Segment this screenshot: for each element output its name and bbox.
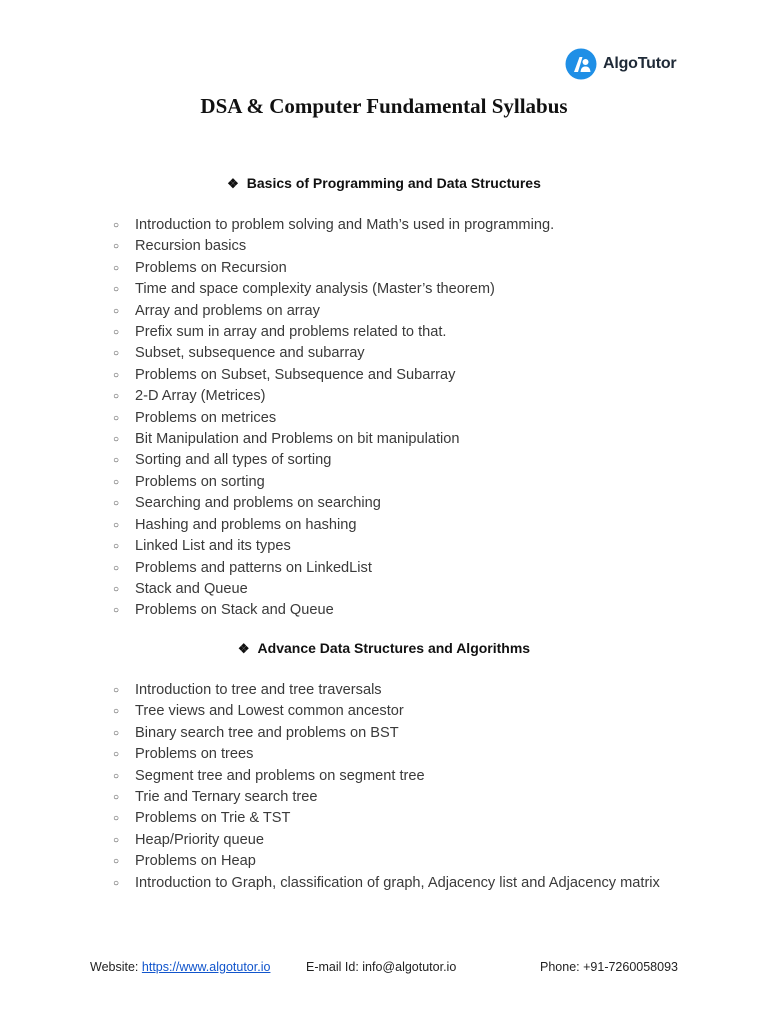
list-item xyxy=(110,744,670,765)
list-item xyxy=(110,851,670,872)
hollow-circle-icon: ○ xyxy=(113,262,120,274)
list-item xyxy=(110,830,670,851)
list-item-text: Sorting and all types of sorting xyxy=(135,452,332,469)
phone-value: +91-7260058093 xyxy=(583,960,678,974)
list-item-text: Linked List and its types xyxy=(135,538,291,555)
hollow-circle-icon: ○ xyxy=(113,455,120,467)
list-item-text: Prefix sum in array and problems related to that. xyxy=(135,324,447,341)
hollow-circle-icon: ○ xyxy=(113,749,120,761)
list-item-text: Trie and Ternary search tree xyxy=(135,789,318,806)
section-heading-advance xyxy=(0,640,768,657)
hollow-circle-icon: ○ xyxy=(113,519,120,531)
hollow-circle-icon: ○ xyxy=(113,348,120,360)
hollow-circle-icon: ○ xyxy=(113,241,120,253)
list-item-text: Time and space complexity analysis (Master’s theorem) xyxy=(135,281,495,298)
list-item xyxy=(110,701,670,722)
list-item xyxy=(110,343,670,364)
list-item xyxy=(110,365,670,386)
list-item-text: Segment tree and problems on segment tree xyxy=(135,767,425,784)
list-item xyxy=(110,873,670,894)
list-item-text: Subset, subsequence and subarray xyxy=(135,345,365,362)
page-footer xyxy=(90,960,690,980)
topic-list-basics xyxy=(110,215,670,622)
hollow-circle-icon: ○ xyxy=(113,284,120,296)
list-item xyxy=(110,600,670,621)
list-item xyxy=(110,515,670,536)
list-item xyxy=(110,558,670,579)
list-item-text: Problems on sorting xyxy=(135,473,265,490)
list-item xyxy=(110,258,670,279)
section-heading-text: Basics of Programming and Data Structures xyxy=(246,175,541,191)
list-item xyxy=(110,215,670,236)
list-item-text: Tree views and Lowest common ancestor xyxy=(135,703,404,720)
hollow-circle-icon: ○ xyxy=(113,476,120,488)
list-item-text: Problems on Subset, Subsequence and Subarray xyxy=(135,366,456,383)
list-item xyxy=(110,680,670,701)
list-item xyxy=(110,723,670,744)
list-item xyxy=(110,386,670,407)
list-item-text: Searching and problems on searching xyxy=(135,495,381,512)
section-heading-basics xyxy=(0,175,768,192)
hollow-circle-icon: ○ xyxy=(113,369,120,381)
hollow-circle-icon: ○ xyxy=(113,813,120,825)
list-item-text: Introduction to Graph, classification of graph, Adjacency list and Adjacency matrix xyxy=(135,874,660,891)
page-title: DSA & Computer Fundamental Syllabus xyxy=(200,94,568,118)
list-item-text: Problems on Recursion xyxy=(135,259,287,276)
brand-logo xyxy=(565,48,676,80)
list-item xyxy=(110,279,670,300)
hollow-circle-icon: ○ xyxy=(113,391,120,403)
list-item xyxy=(110,322,670,343)
list-item xyxy=(110,808,670,829)
footer-email xyxy=(306,960,456,974)
list-item-text: Heap/Priority queue xyxy=(135,831,264,848)
list-item-text: Stack and Queue xyxy=(135,580,248,597)
list-item xyxy=(110,579,670,600)
list-item xyxy=(110,429,670,450)
list-item-text: 2-D Array (Metrices) xyxy=(135,388,266,405)
hollow-circle-icon: ○ xyxy=(113,727,120,739)
hollow-circle-icon: ○ xyxy=(113,220,120,231)
four-diamond-icon: ❖ xyxy=(237,641,250,656)
list-item xyxy=(110,301,670,322)
website-link[interactable]: https://www.algotutor.io xyxy=(141,960,271,974)
list-item-text: Problems on Trie & TST xyxy=(135,810,291,827)
footer-website xyxy=(90,960,270,974)
topic-list-advance xyxy=(110,680,670,894)
list-item xyxy=(110,408,670,429)
hollow-circle-icon: ○ xyxy=(113,562,120,574)
hollow-circle-icon: ○ xyxy=(113,706,120,718)
list-item xyxy=(110,450,670,471)
list-item-text: Problems and patterns on LinkedList xyxy=(135,559,372,576)
hollow-circle-icon: ○ xyxy=(113,434,120,446)
brand-name: AlgoTutor xyxy=(603,55,677,72)
section-heading-text: Advance Data Structures and Algorithms xyxy=(257,640,531,656)
website-label: Website: xyxy=(90,960,139,974)
list-item-text: Hashing and problems on hashing xyxy=(135,516,357,533)
hollow-circle-icon: ○ xyxy=(113,541,120,553)
hollow-circle-icon: ○ xyxy=(113,412,120,424)
list-item-text: Introduction to problem solving and Math’s used in programming. xyxy=(135,217,555,233)
email-label: E-mail Id: xyxy=(306,960,359,974)
list-item xyxy=(110,536,670,557)
list-item xyxy=(110,787,670,808)
list-item xyxy=(110,472,670,493)
list-item xyxy=(110,493,670,514)
hollow-circle-icon: ○ xyxy=(113,305,120,317)
hollow-circle-icon: ○ xyxy=(113,685,120,696)
list-item-text: Problems on trees xyxy=(135,746,254,763)
hollow-circle-icon: ○ xyxy=(113,770,120,782)
hollow-circle-icon: ○ xyxy=(113,877,120,889)
algotutor-logo-icon xyxy=(565,48,597,80)
hollow-circle-icon: ○ xyxy=(113,605,120,617)
hollow-circle-icon: ○ xyxy=(113,327,120,339)
list-item xyxy=(110,766,670,787)
list-item-text: Binary search tree and problems on BST xyxy=(135,724,399,741)
list-item-text: Introduction to tree and tree traversals xyxy=(135,682,382,698)
list-item-text: Bit Manipulation and Problems on bit manipulation xyxy=(135,431,460,448)
hollow-circle-icon: ○ xyxy=(113,792,120,804)
list-item-text: Problems on metrices xyxy=(135,409,277,426)
hollow-circle-icon: ○ xyxy=(113,498,120,510)
list-item-text: Problems on Stack and Queue xyxy=(135,602,334,619)
list-item xyxy=(110,236,670,257)
hollow-circle-icon: ○ xyxy=(113,834,120,846)
list-item-text: Problems on Heap xyxy=(135,853,256,870)
hollow-circle-icon: ○ xyxy=(113,856,120,868)
phone-label: Phone: xyxy=(540,960,580,974)
list-item-text: Recursion basics xyxy=(135,238,247,255)
footer-phone xyxy=(540,960,678,974)
email-value: info@algotutor.io xyxy=(362,960,457,974)
list-item-text: Array and problems on array xyxy=(135,302,320,319)
four-diamond-icon: ❖ xyxy=(227,176,239,191)
hollow-circle-icon: ○ xyxy=(113,583,120,595)
